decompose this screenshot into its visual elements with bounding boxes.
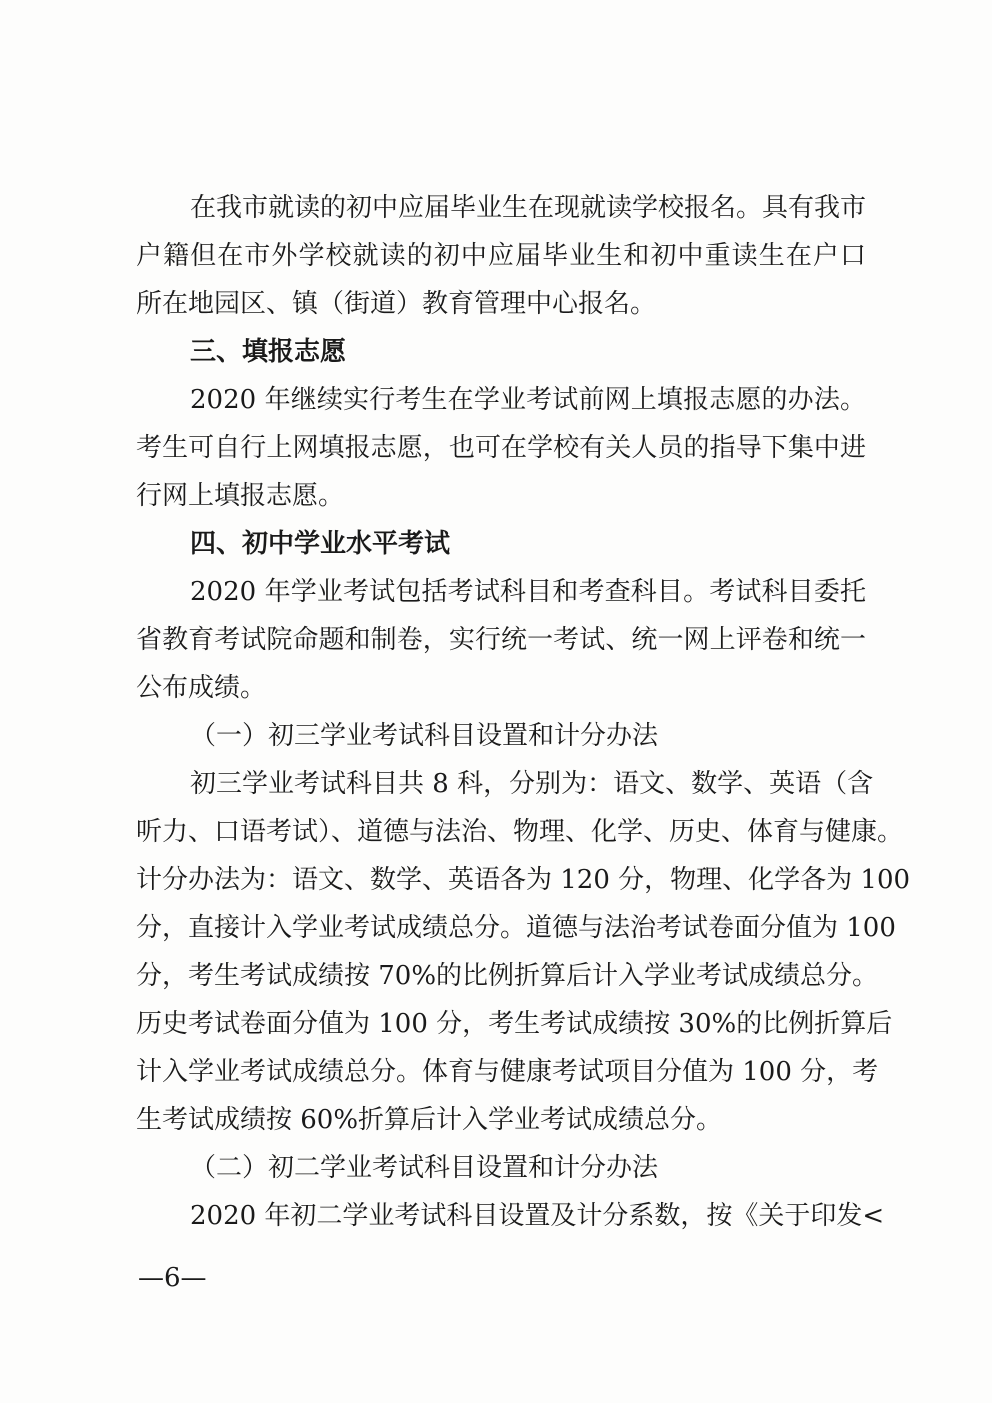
paragraph-line: 行网上填报志愿。 [136,481,345,511]
paragraph-line: 历史考试卷面分值为 100 分，考生考试成绩按 30%的比例折算后 [136,1009,893,1039]
paragraph-line: 分，直接计入学业考试成绩总分。道德与法治考试卷面分值为 100 [136,913,896,943]
paragraph-line: 生考试成绩按 60%折算后计入学业考试成绩总分。 [136,1105,723,1135]
paragraph-line: 2020 年学业考试包括考试科目和考查科目。考试科目委托 [190,577,866,607]
paragraph-line: 听力、口语考试）、道德与法治、物理、化学、历史、体育与健康。 [136,817,904,847]
paragraph-line: 户籍但在市外学校就读的初中应届毕业生和初中重读生在户口 [136,241,866,271]
paragraph-line: 计入学业考试成绩总分。体育与健康考试项目分值为 100 分，考 [136,1057,879,1087]
paragraph-line: 2020 年继续实行考生在学业考试前网上填报志愿的办法。 [190,385,866,415]
paragraph-line: 公布成绩。 [136,673,267,703]
page-number: —6— [138,1263,207,1293]
paragraph-line: 考生可自行上网填报志愿，也可在学校有关人员的指导下集中进 [136,433,866,463]
paragraph-line: 2020 年初二学业考试科目设置及计分系数，按《关于印发< [190,1201,885,1231]
paragraph-line: 分，考生考试成绩按 70%的比例折算后计入学业考试成绩总分。 [136,961,879,991]
section-heading-3: 三、填报志愿 [190,337,347,367]
subsection-heading-1: （一）初三学业考试科目设置和计分办法 [190,721,659,751]
paragraph-line: 计分办法为：语文、数学、英语各为 120 分，物理、化学各为 100 [136,865,911,895]
section-heading-4: 四、初中学业水平考试 [190,529,451,559]
paragraph-line: 所在地园区、镇（街道）教育管理中心报名。 [136,289,657,319]
paragraph-line: 省教育考试院命题和制卷，实行统一考试、统一网上评卷和统一 [136,625,866,655]
paragraph-line: 初三学业考试科目共 8 科，分别为：语文、数学、英语（含 [190,769,874,799]
paragraph-line: 在我市就读的初中应届毕业生在现就读学校报名。具有我市 [190,193,867,223]
subsection-heading-2: （二）初二学业考试科目设置和计分办法 [190,1153,659,1183]
